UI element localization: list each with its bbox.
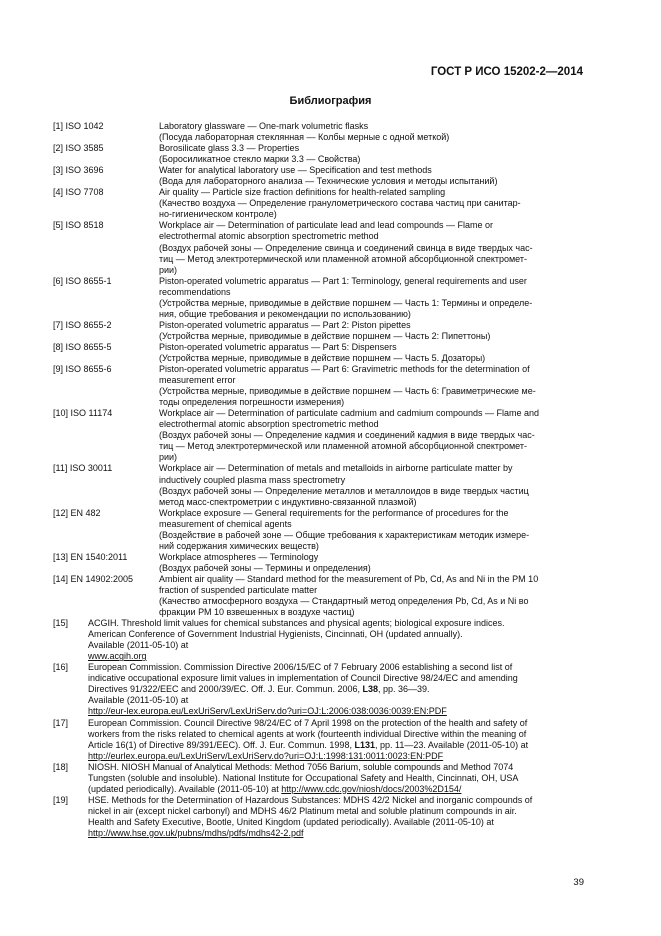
reference-line: indicative occupational exposure limit values in implementation of Council Directive 98/24/EC and amending xyxy=(88,673,518,684)
reference-line: Workplace exposure — General requirements for the performance of procedures for the xyxy=(159,507,509,518)
reference-line: тиц — Метод электротермической или пламенной атомной абсорбционной спектромет- xyxy=(159,253,528,264)
reference-number: [3] ISO 3696 xyxy=(53,165,104,176)
reference-4 xyxy=(53,187,578,220)
reference-number: [18] xyxy=(53,761,69,772)
reference-line: Borosilicate glass 3.3 — Properties xyxy=(159,143,300,154)
reference-line: Water for analytical laboratory use — Specification and test methods xyxy=(159,165,432,176)
reference-line: (Воздух рабочей зоны — Определение металлов и металлоидов в виде твердых частиц xyxy=(159,485,529,496)
reference-line: Piston-operated volumetric apparatus — Part 5: Dispensers xyxy=(159,341,397,352)
bibliography-list xyxy=(53,121,578,839)
reference-number: [9] ISO 8655-6 xyxy=(53,364,112,375)
reference-number: [4] ISO 7708 xyxy=(53,187,104,198)
reference-number: [7] ISO 8655-2 xyxy=(53,319,112,330)
numbered-references xyxy=(53,121,578,618)
reference-number: [5] ISO 8518 xyxy=(53,220,104,231)
reference-line: (Устройства мерные, приводимые в действие поршнем — Часть 5. Дозаторы) xyxy=(159,352,486,363)
reference-line: Workplace atmospheres — Terminology xyxy=(159,551,319,562)
reference-number: [16] xyxy=(53,662,69,673)
reference-link[interactable]: http://eurlex.europa.eu/LexUriServ/LexUriServ.do?uri=OJ:L:1998:131:0011:0023:EN:PDF xyxy=(88,750,444,761)
reference-16 xyxy=(53,662,578,717)
reference-line: (Воздух рабочей зоны — Термины и определения) xyxy=(159,562,371,573)
reference-line: тиц — Метод электротермической или пламенной атомной абсорбционной спектромет- xyxy=(159,441,528,452)
reference-number: [6] ISO 8655-1 xyxy=(53,275,112,286)
reference-line: Piston-operated volumetric apparatus — Part 2: Piston pipettes xyxy=(159,319,411,330)
reference-line: (Устройства мерные, приводимые в действие поршнем — Часть 1: Термины и определе- xyxy=(159,297,533,308)
reference-number: [2] ISO 3585 xyxy=(53,143,104,154)
reference-line: inductively coupled plasma mass spectrometry xyxy=(159,474,346,485)
reference-line: Laboratory glassware — One-mark volumetric flasks xyxy=(159,121,369,131)
reference-1 xyxy=(53,121,578,143)
reference-line: (Качество атмосферного воздуха — Стандартный метод определения Pb, Cd, As и Ni во xyxy=(159,596,529,607)
reference-line: Directives 91/322/EEC and 2000/39/EC. Off. J. Eur. Commun. 2006, L38, pp. 36—39. xyxy=(88,684,430,695)
reference-11 xyxy=(53,463,578,507)
reference-15 xyxy=(53,618,578,662)
reference-number: [15] xyxy=(53,618,69,629)
reference-line: (Боросиликатное стекло марки 3.3 — Свойства) xyxy=(159,154,361,165)
reference-line: метод масс-спектрометрии с индуктивно-связанной плазмой) xyxy=(159,496,417,507)
page-title: Библиография xyxy=(289,95,372,107)
reference-line: ния, общие требования и рекомендации по использованию) xyxy=(159,308,411,319)
reference-line: тоды определения погрешности измерения) xyxy=(159,397,345,408)
reference-line: Piston-operated volumetric apparatus — Part 6: Gravimetric methods for the determination of xyxy=(159,364,530,375)
reference-line: European Commission. Council Directive 98/24/EC of 7 April 1998 on the protection of the health and safety of xyxy=(88,717,528,728)
reference-line: Available (2011-05-10) at xyxy=(88,695,189,706)
reference-13 xyxy=(53,552,578,574)
reference-line: (Качество воздуха — Определение гранулометрического состава частиц при санитар- xyxy=(159,198,521,209)
reference-link[interactable]: http://eur-lex.europa.eu/LexUriServ/LexUriServ.do?uri=OJ:L:2006:038:0036:0039:EN:PDF xyxy=(88,706,447,717)
reference-line: Article 16(1) of Directive 89/391/EEC). Off. J. Eur. Commun. 1998, L131, pp. 11—23. Available (2011-05-10) at xyxy=(88,739,529,750)
reference-line: рии) xyxy=(159,452,178,463)
reference-line: Workplace air — Determination of particulate lead and lead compounds — Flame or xyxy=(159,220,493,231)
reference-line: HSE. Methods for the Determination of Hazardous Substances: MDHS 42/2 Nickel and inorganic compounds of xyxy=(88,794,533,805)
reference-link[interactable]: www.acgih.org xyxy=(88,651,147,662)
reference-line: (Воздух рабочей зоны — Определение свинца и соединений свинца в виде твердых час- xyxy=(159,242,533,253)
reference-line: Piston-operated volumetric apparatus — Part 1: Terminology, general requirements and user xyxy=(159,275,527,286)
reference-19 xyxy=(53,795,578,839)
reference-7 xyxy=(53,320,578,342)
reference-9 xyxy=(53,364,578,408)
reference-line: (Вода для лабораторного анализа — Технические условия и методы испытаний) xyxy=(159,176,498,187)
reference-line: Ambient air quality — Standard method for the measurement of Pb, Cd, As and Ni in the PM 10 xyxy=(159,573,539,584)
reference-line: Available (2011-05-10) at xyxy=(88,640,189,651)
reference-line: measurement of chemical agents xyxy=(159,518,292,529)
reference-5 xyxy=(53,220,578,275)
reference-line: ACGIH. Threshold limit values for chemical substances and physical agents; biological exposure indices. xyxy=(88,618,505,629)
standard-designation: ГОСТ Р ИСО 15202-2—2014 xyxy=(430,66,583,78)
reference-number: [12] EN 482 xyxy=(53,507,101,518)
reference-line: workers from the risks related to chemical agents at work (fourteenth individual Directive within the meaning of xyxy=(88,728,527,739)
reference-line: рии) xyxy=(159,264,178,275)
page-number: 39 xyxy=(573,877,584,888)
reference-line: Workplace air — Determination of particulate cadmium and cadmium compounds — Flame and xyxy=(159,408,539,419)
reference-12 xyxy=(53,508,578,552)
reference-line: Health and Safety Executive, Bootle, United Kingdom (updated periodically). Available (2011-05-10) at xyxy=(88,816,494,827)
reference-link[interactable]: http://www.hse.gov.uk/pubns/mdhs/pdfs/mdhs42-2.pdf xyxy=(88,828,304,838)
reference-number: [8] ISO 8655-5 xyxy=(53,341,112,352)
reference-line: fraction of suspended particulate matter xyxy=(159,584,318,595)
reference-number: [17] xyxy=(53,717,69,728)
reference-line: (Посуда лабораторная стеклянная — Колбы мерные с одной меткой) xyxy=(159,132,450,143)
reference-line: (Воздух рабочей зоны — Определение кадмия и соединений кадмия в виде твердых час- xyxy=(159,430,535,441)
reference-line: NIOSH. NIOSH Manual of Analytical Methods: Method 7056 Barium, soluble compounds and Method 7074 xyxy=(88,761,514,772)
reference-line: electrothermal atomic absorption spectrometric method xyxy=(159,231,379,242)
reference-line: measurement error xyxy=(159,375,236,386)
reference-line: European Commission. Commission Directive 2006/15/EC of 7 February 2006 establishing a second list of xyxy=(88,662,513,673)
reference-line: (Устройства мерные, приводимые в действие поршнем — Часть 6: Гравиметрические ме- xyxy=(159,386,536,397)
reference-link[interactable]: http://www.cdc.gov/niosh/docs/2003%2D154/ xyxy=(281,783,462,794)
reference-line: (Устройства мерные, приводимые в действие поршнем — Часть 2: Пипеттоны) xyxy=(159,330,491,341)
reference-3 xyxy=(53,165,578,187)
reference-number: [11] ISO 30011 xyxy=(53,463,113,474)
reference-17 xyxy=(53,718,578,762)
reference-8 xyxy=(53,342,578,364)
reference-line: (Воздействие в рабочей зоне — Общие требования к характеристикам методик измере- xyxy=(159,529,530,540)
reference-line: фракции РМ 10 взвешенных в воздухе частиц) xyxy=(159,607,355,618)
reference-line: Workplace air — Determination of metals and metalloids in airborne particulate matter by xyxy=(159,463,513,474)
reference-line: electrothermal atomic absorption spectrometric method xyxy=(159,419,379,430)
reference-number: [14] EN 14902:2005 xyxy=(53,573,134,584)
reference-line: American Conference of Government Industrial Hygienists, Cincinnati, OH (updated annually). xyxy=(88,629,463,640)
reference-number: [19] xyxy=(53,794,69,805)
reference-line: recommendations xyxy=(159,286,231,297)
reference-10 xyxy=(53,408,578,463)
reference-line: (updated periodically). Available (2011-05-10) at http://www.cdc.gov/niosh/docs/2003%2D154/ xyxy=(88,783,462,794)
reference-6 xyxy=(53,276,578,320)
reference-18 xyxy=(53,762,578,795)
reference-line: но-гигиеническом контроле) xyxy=(159,209,277,220)
reference-line: Tungsten (soluble and insoluble). National Institute for Occupational Safety and Health, Cincinnati, OH, USA xyxy=(88,772,519,783)
reference-line: Air quality — Particle size fraction definitions for health-related sampling xyxy=(159,187,446,198)
reference-2 xyxy=(53,143,578,165)
reference-line: nickel in air (except nickel carbonyl) and MDHS 46/2 Platinum metal and soluble platinum compounds in air. xyxy=(88,805,517,816)
reference-14 xyxy=(53,574,578,618)
reference-line: ний содержания химических веществ) xyxy=(159,540,319,551)
reference-number: [13] EN 1540:2011 xyxy=(53,551,128,562)
reference-number: [10] ISO 11174 xyxy=(53,408,113,419)
reference-number: [1] ISO 1042 xyxy=(53,121,104,131)
